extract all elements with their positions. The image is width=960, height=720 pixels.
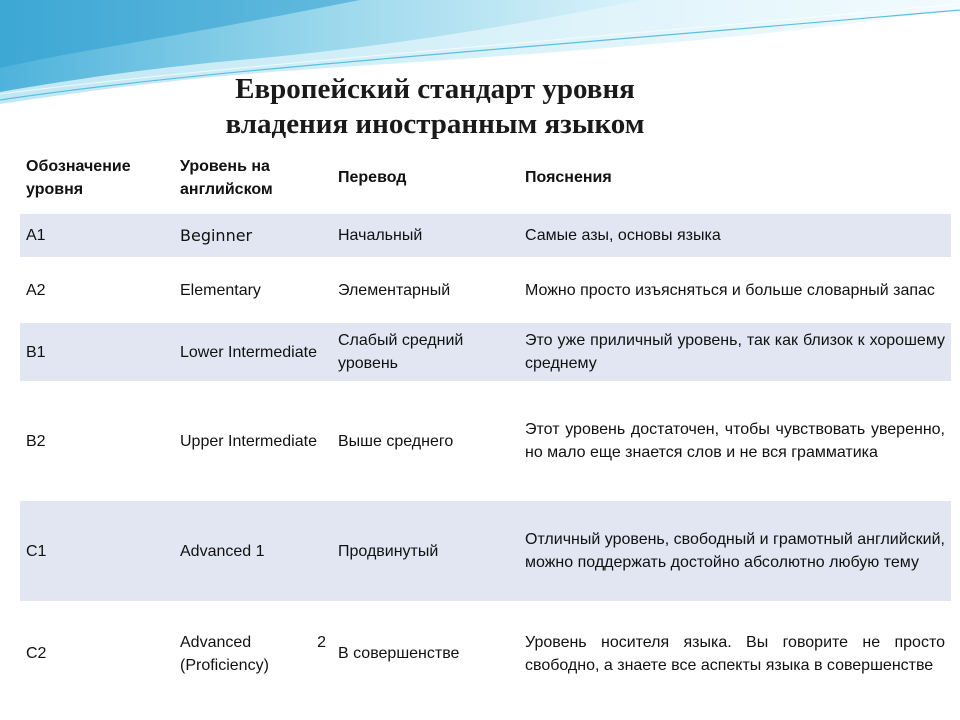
table-row [20,214,951,257]
level-translation: В совершенстве [332,601,519,706]
level-explanation: Этот уровень достаточен, чтобы чувствовать уверенно, но мало еще знается слов и не вся грамматика [519,381,951,501]
level-code: A1 [20,214,174,257]
header-level-english: Уровень на английском [180,157,273,198]
level-code: B1 [20,323,174,381]
level-english: Advanced 1 [174,501,332,601]
table-header-row [20,141,951,214]
table-row [20,501,951,601]
page-title [150,72,720,142]
level-translation: Продвинутый [332,501,519,601]
table-row [20,257,951,323]
table-row [20,381,951,501]
table-row [20,323,951,381]
level-english: Advanced 2 (Proficiency) [174,601,332,706]
level-english: Elementary [174,257,332,323]
level-explanation: Уровень носителя языка. Вы говорите не просто свободно, а знаете все аспекты языка в совершенстве [519,601,951,706]
level-translation: Выше среднего [332,381,519,501]
level-code: C1 [20,501,174,601]
level-explanation: Самые азы, основы языка [519,214,951,257]
page-title-line-2: владения иностранным языком [225,108,645,140]
header-level-code: Обозначение уровня [26,157,131,198]
level-translation: Слабый средний уровень [332,323,519,381]
header-explanation: Пояснения [525,169,612,186]
level-code: A2 [20,257,174,323]
levels-table [20,141,951,706]
level-translation: Элементарный [332,257,519,323]
page-title-line-1: Европейский стандарт уровня [235,73,635,105]
level-explanation: Отличный уровень, свободный и грамотный английский, можно поддержать достойно абсолютно любую тему [519,501,951,601]
level-explanation: Это уже приличный уровень, так как близок к хорошему среднему [519,323,951,381]
level-english: Beginner [174,214,332,257]
table-row [20,601,951,706]
level-code: C2 [20,601,174,706]
level-english: Upper Intermediate [174,381,332,501]
level-english: Lower Intermediate [174,323,332,381]
level-code: B2 [20,381,174,501]
level-explanation: Можно просто изъясняться и больше словарный запас [519,257,951,323]
header-translation: Перевод [338,169,407,186]
level-translation: Начальный [332,214,519,257]
